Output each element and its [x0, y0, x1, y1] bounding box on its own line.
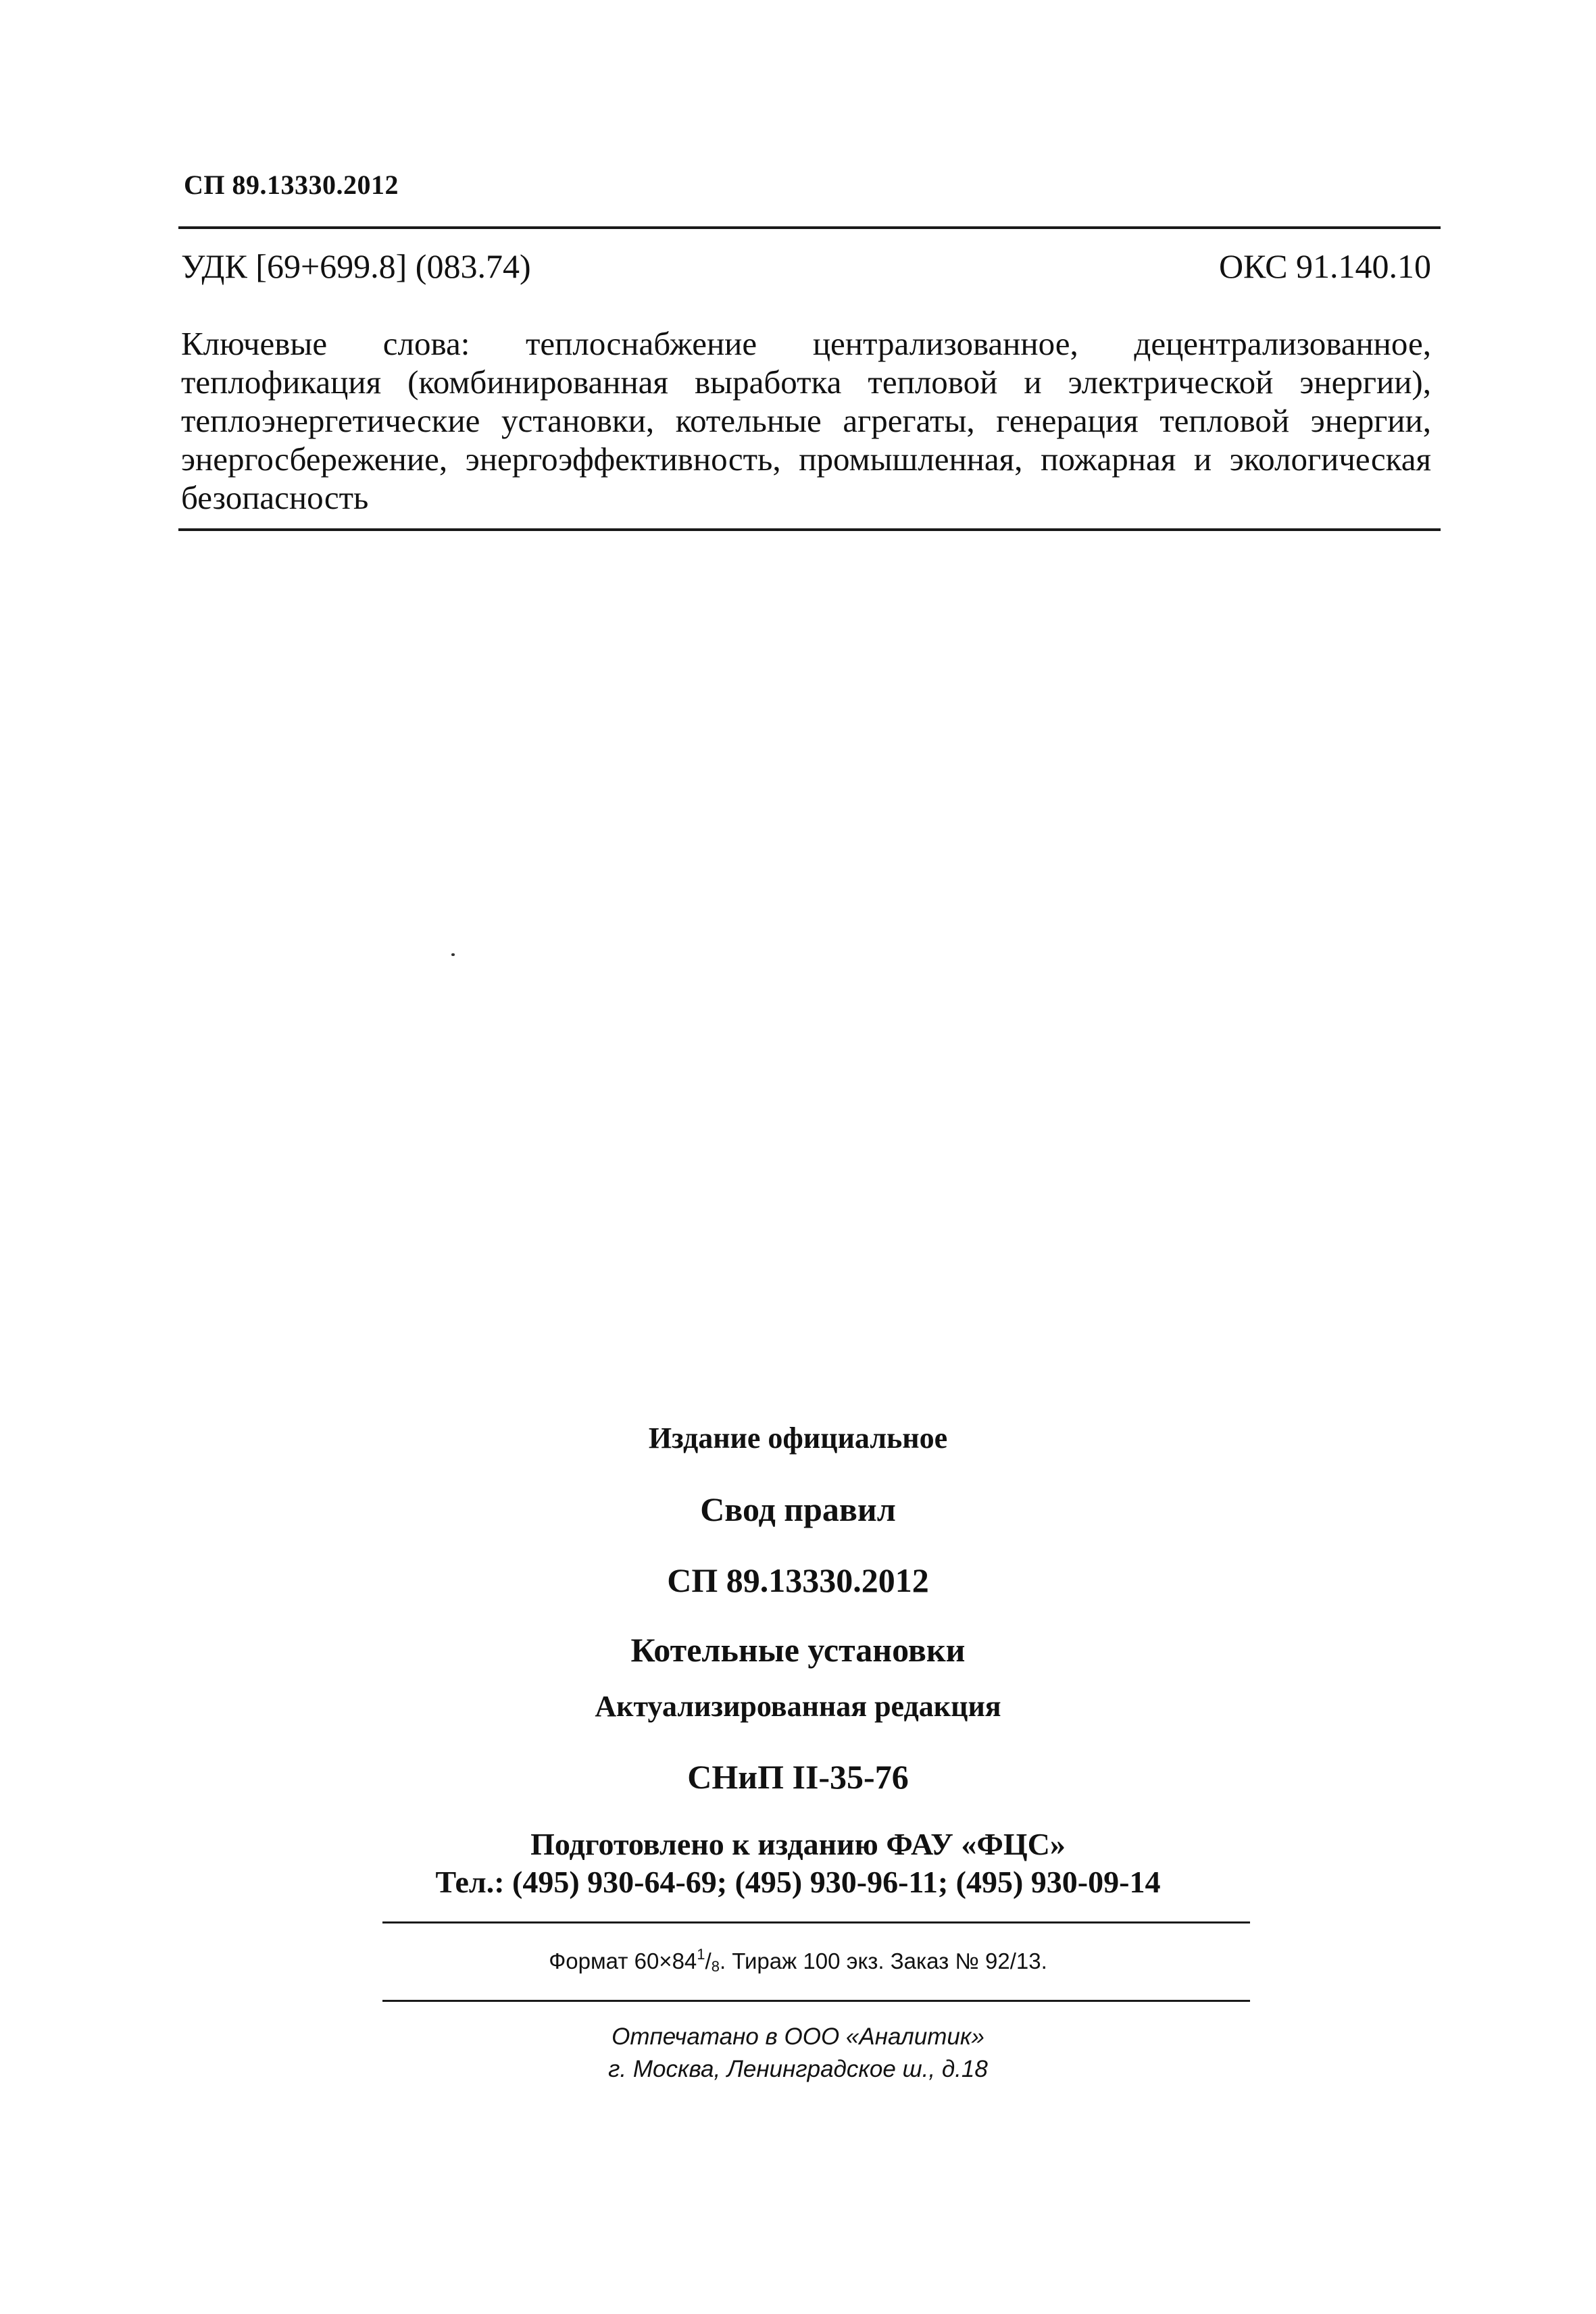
imprint-divider-bottom — [382, 2000, 1250, 2002]
format-line — [0, 1948, 1596, 1974]
oks-code: ОКС 91.140.10 — [1218, 247, 1431, 285]
format-suffix: . Тираж 100 экз. Заказ № 92/13. — [719, 1948, 1047, 1973]
keywords-paragraph — [181, 324, 1431, 517]
keywords-text: теплоснабжение централизованное, децентрализованное, теплофикация (комбинированная выработка тепловой и электрической энергии), теплоэнергетические установки, котельные агрегаты, генерация тепловой энергии, энергосбережение, энергоэффективность, промышленная, пожарная и экологическая безопасность — [181, 325, 1431, 516]
prepared-by: Подготовлено к изданию ФАУ «ФЦС» — [530, 1827, 1066, 1861]
format-prefix: Формат 60×84 — [549, 1948, 697, 1973]
document-title: Котельные установки — [630, 1631, 966, 1669]
format-fraction-denominator: 8 — [711, 1958, 720, 1975]
udk-code: УДК [69+699.8] (083.74) — [181, 247, 531, 285]
document-code: СП 89.13330.2012 — [667, 1561, 929, 1599]
keywords-label: Ключевые слова: — [181, 325, 470, 362]
header-divider — [178, 226, 1441, 229]
format-fraction-numerator: 1 — [697, 1946, 705, 1963]
revision-label: Актуализированная редакция — [595, 1690, 1001, 1723]
contact-phones: Тел.: (495) 930-64-69; (495) 930-96-11; (495) 930-09-14 — [435, 1865, 1161, 1899]
edition-label: Издание официальное — [648, 1422, 948, 1455]
document-code-header: СП 89.13330.2012 — [184, 170, 399, 200]
document-type: Свод правил — [700, 1490, 896, 1528]
printer-address: г. Москва, Ленинградское ш., д.18 — [608, 2056, 988, 2082]
format-fraction: $^1/_8$ — [697, 1946, 720, 1975]
scan-speck — [451, 953, 455, 956]
printer-name: Отпечатано в ООО «Аналитик» — [612, 2023, 984, 2050]
superseded-code: СНиП II-35-76 — [687, 1758, 909, 1796]
imprint-divider-top — [382, 1921, 1250, 1923]
keywords-divider — [178, 528, 1441, 531]
